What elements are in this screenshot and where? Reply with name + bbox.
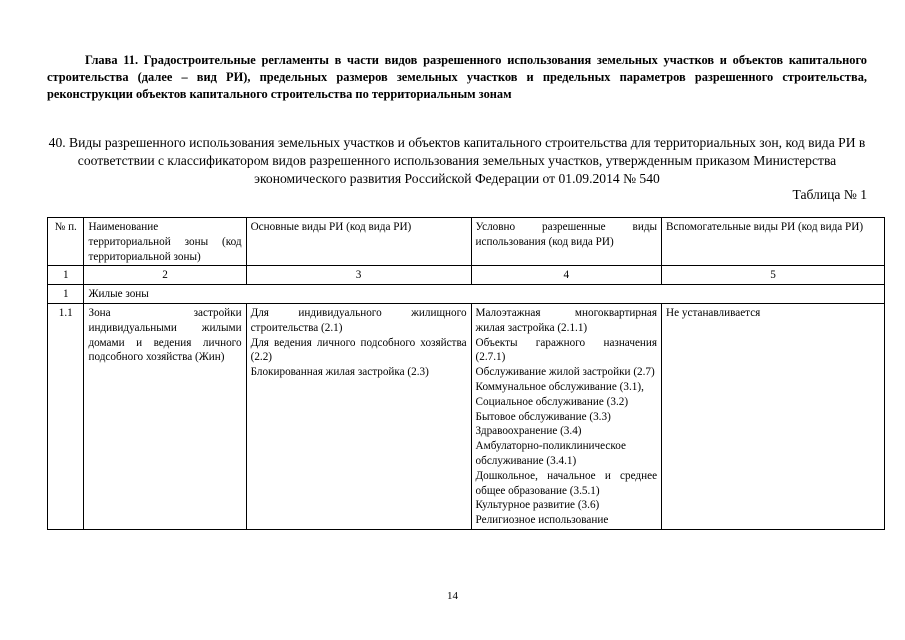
- column-number: 4: [471, 266, 662, 285]
- conditional-use-item: Бытовое обслуживание (3.3): [475, 410, 611, 423]
- header-main-uses: Основные виды РИ (код вида РИ): [246, 218, 471, 266]
- section-row: [48, 285, 885, 304]
- main-use-item: Для индивидуального жилищного строительства (2.1): [250, 306, 467, 334]
- column-number-row: [48, 266, 885, 285]
- table-row: [48, 303, 885, 529]
- conditional-use-item: Религиозное использование: [475, 514, 609, 527]
- paragraph-40: 40. Виды разрешенного использования земельных участков и объектов капитального строительства для территориальных зон, код вида РИ в соответствии с классификатором видов разрешенного использования земельных участков, утвержденным приказом Министерства экономического развития Российской Федерации от 01.09.2014 № 540: [48, 135, 866, 186]
- column-number: 1: [48, 266, 84, 285]
- zone-name-cell: Зона застройки индивидуальными жилыми домами и ведения личного подсобного хозяйства (Жин): [84, 303, 246, 529]
- main-use-item: Блокированная жилая застройка (2.3): [250, 366, 429, 379]
- conditional-use-item: Малоэтажная многоквартирная жилая застройка (2.1.1): [475, 306, 658, 334]
- conditional-use-item: Культурное развитие (3.6): [475, 499, 600, 512]
- table-label: Таблица № 1: [792, 187, 867, 202]
- main-use-item: Для ведения личного подсобного хозяйства (2.2): [250, 336, 467, 364]
- header-auxiliary-uses: Вспомогательные виды РИ (код вида РИ): [662, 218, 885, 266]
- header-zone-name: Наименование территориальной зоны (код территориальной зоны): [84, 218, 246, 266]
- section-title: Жилые зоны: [84, 285, 885, 304]
- column-number: 2: [84, 266, 246, 285]
- conditional-use-item: Амбулаторно-поликлиническое обслуживание (3.4.1): [475, 440, 626, 467]
- auxiliary-uses-cell: Не устанавливается: [662, 303, 885, 529]
- conditional-use-item: Коммунальное обслуживание (3.1),: [475, 380, 644, 393]
- conditional-use-item: Социальное обслуживание (3.2): [475, 395, 629, 408]
- table-header-row: [48, 218, 885, 266]
- chapter-heading: Глава 11. Градостроительные регламенты в части видов разрешенного использования земельных участков и объектов капитального строительства (далее – вид РИ), предельных размеров земельных участков и предельных параметров разрешенного строительства, реконструкции объектов капитального строительства по территориальным зонам: [47, 53, 867, 101]
- header-conditional-uses: Условно разрешенные виды использования (код вида РИ): [471, 218, 662, 266]
- section-number: 1: [48, 285, 84, 304]
- conditional-use-item: Дошкольное, начальное и среднее общее образование (3.5.1): [475, 469, 658, 497]
- conditional-use-item: Обслуживание жилой застройки (2.7): [475, 366, 655, 379]
- conditional-use-item: Здравоохранение (3.4): [475, 425, 582, 438]
- conditional-use-item: Объекты гаражного назначения (2.7.1): [475, 336, 658, 364]
- conditional-uses-cell: [471, 303, 662, 529]
- column-number: 5: [662, 266, 885, 285]
- header-number: № п.: [48, 218, 84, 266]
- row-number: 1.1: [48, 303, 84, 529]
- column-number: 3: [246, 266, 471, 285]
- page-number: 14: [447, 590, 458, 602]
- zoning-table: [47, 217, 885, 530]
- main-uses-cell: [246, 303, 471, 529]
